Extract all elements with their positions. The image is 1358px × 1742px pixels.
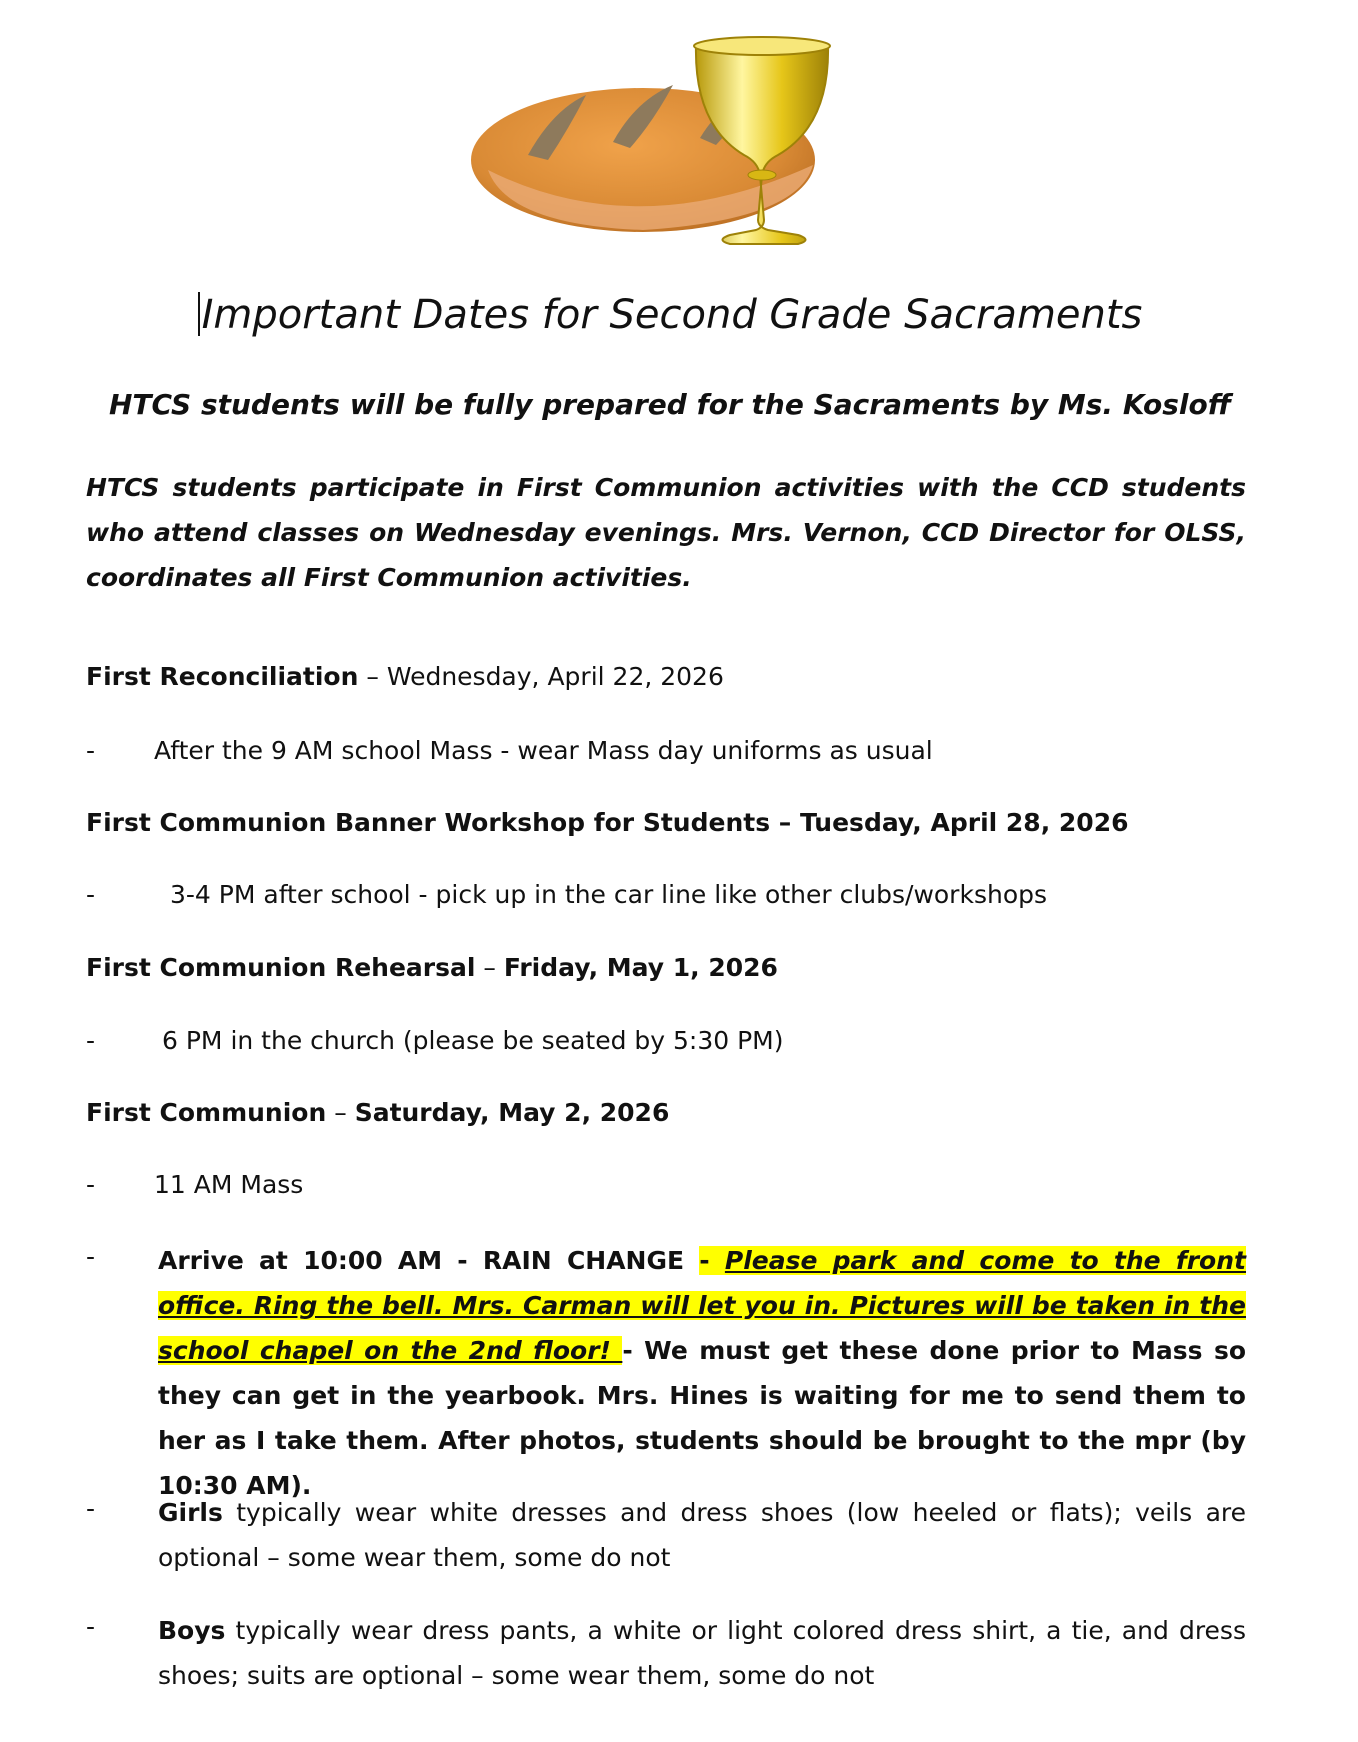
page-title <box>0 292 1340 338</box>
boys-text: typically wear dress pants, a white or light colored dress shirt, a tie, and dress shoes; suits are optional – some wear them, some do not <box>158 1616 1246 1690</box>
event-date: Wednesday, April 22, 2026 <box>386 662 724 691</box>
boys-label: Boys <box>158 1616 226 1645</box>
event-name: First Communion Banner Workshop for Students <box>86 808 771 837</box>
event-date: Saturday, May 2, 2026 <box>354 1098 670 1127</box>
bullet-dash: - <box>86 1494 96 1523</box>
event-name: First Communion <box>86 1098 327 1127</box>
girls-attire <box>158 1490 1246 1580</box>
event-detail: After the 9 AM school Mass - wear Mass day uniforms as usual <box>154 736 933 765</box>
arrival-instructions <box>158 1238 1246 1508</box>
event-date: Tuesday, April 28, 2026 <box>800 808 1129 837</box>
text-cursor <box>198 292 200 336</box>
event-separator: – <box>326 1098 355 1127</box>
page-subtitle: HTCS students will be fully prepared for the Sacraments by Ms. Kosloff <box>108 388 1232 421</box>
bread-and-chalice-image <box>468 30 868 250</box>
event-heading-banner-workshop <box>86 808 1128 837</box>
event-date: Friday, May 1, 2026 <box>503 953 778 982</box>
arrival-rest: - We must get these done prior to Mass so they can get in the yearbook. Mrs. Hines is waiting for me to send them to her as I take them. After photos, students should be brought to the mpr (by 10:30 AM). <box>158 1336 1246 1500</box>
bullet-dash: - <box>86 1242 96 1271</box>
bullet-dash: - <box>86 1170 96 1199</box>
event-name: First Communion Rehearsal <box>86 953 476 982</box>
event-detail: 3-4 PM after school - pick up in the car line like other clubs/workshops <box>170 880 1048 909</box>
event-heading-first-reconciliation <box>86 662 724 691</box>
bullet-dash: - <box>86 1026 96 1055</box>
event-separator: – <box>358 662 387 691</box>
arrival-lead: Arrive at 10:00 AM - RAIN CHANGE <box>158 1246 700 1275</box>
girls-label: Girls <box>158 1498 223 1527</box>
rain-change-highlight: Please park and come to the front office. Ring the bell. Mrs. Carman will let you in. Pictures will be taken in the school chapel on the 2nd floor! <box>158 1246 1246 1365</box>
event-heading-first-communion <box>86 1098 669 1127</box>
page-title-text: Important Dates for Second Grade Sacraments <box>201 292 1143 338</box>
bullet-dash: - <box>86 736 96 765</box>
girls-text: typically wear white dresses and dress shoes (low heeled or flats); veils are optional – some wear them, some do not <box>158 1498 1246 1572</box>
arrival-dash: - <box>699 1246 725 1275</box>
intro-paragraph: HTCS students participate in First Communion activities with the CCD students who attend classes on Wednesday evenings. Mrs. Vernon, CCD Director for OLSS, coordinates all First Communion activities. <box>86 473 1246 592</box>
bullet-dash: - <box>86 1612 96 1641</box>
bullet-dash: - <box>86 880 96 909</box>
event-separator: – <box>475 953 504 982</box>
event-detail: 6 PM in the church (please be seated by 5:30 PM) <box>162 1026 784 1055</box>
event-name: First Reconciliation <box>86 662 359 691</box>
event-separator: – <box>770 808 800 837</box>
event-heading-rehearsal <box>86 953 778 982</box>
boys-attire <box>158 1608 1246 1698</box>
event-detail: 11 AM Mass <box>154 1170 304 1199</box>
